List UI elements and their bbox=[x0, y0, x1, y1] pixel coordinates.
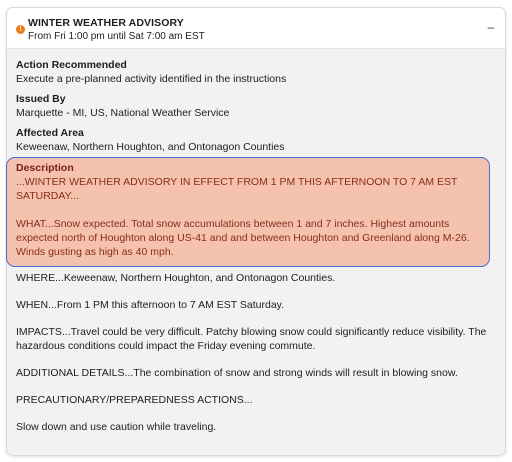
action-section bbox=[16, 58, 486, 86]
description-additional: ADDITIONAL DETAILS...The combination of snow and strong winds will result in blowing snow. bbox=[16, 367, 458, 379]
area-value: Keweenaw, Northern Houghton, and Ontonagon Counties bbox=[16, 141, 285, 153]
description-impacts: IMPACTS...Travel could be very difficult. Patchy blowing snow could significantly reduce visibility. The hazardous conditions could impact the Friday evening commute. bbox=[16, 326, 487, 352]
area-label: Affected Area bbox=[16, 127, 84, 139]
alert-icon: ! bbox=[16, 25, 25, 34]
area-section bbox=[16, 126, 486, 154]
description-section bbox=[16, 161, 486, 273]
advisory-timeframe: From Fri 1:00 pm until Sat 7:00 am EST bbox=[28, 31, 205, 42]
description-label: Description bbox=[16, 162, 74, 174]
action-label: Action Recommended bbox=[16, 59, 127, 71]
description-precautionary: PRECAUTIONARY/PREPAREDNESS ACTIONS... bbox=[16, 394, 253, 406]
collapse-button[interactable]: – bbox=[487, 20, 495, 34]
advisory-title: WINTER WEATHER ADVISORY bbox=[28, 17, 184, 29]
description-continued bbox=[16, 271, 488, 447]
issued-section bbox=[16, 92, 486, 120]
advisory-header[interactable] bbox=[7, 8, 505, 49]
issued-value: Marquette - MI, US, National Weather Service bbox=[16, 107, 230, 119]
description-what: WHAT...Snow expected. Total snow accumulations between 1 and 7 inches. Highest amounts expected north of Houghton along US-41 and and between Houghton and Greenland along M-26. Winds gusting as high as 40 mph. bbox=[16, 218, 470, 258]
action-value: Execute a pre-planned activity identified in the instructions bbox=[16, 73, 287, 85]
advisory-details bbox=[16, 58, 486, 160]
description-when: WHEN...From 1 PM this afternoon to 7 AM EST Saturday. bbox=[16, 299, 285, 311]
description-advice: Slow down and use caution while traveling. bbox=[16, 421, 217, 433]
description-headline: ...WINTER WEATHER ADVISORY IN EFFECT FROM 1 PM THIS AFTERNOON TO 7 AM EST SATURDAY... bbox=[16, 176, 458, 202]
description-where: WHERE...Keweenaw, Northern Houghton, and Ontonagon Counties. bbox=[16, 272, 336, 284]
issued-label: Issued By bbox=[16, 93, 66, 105]
